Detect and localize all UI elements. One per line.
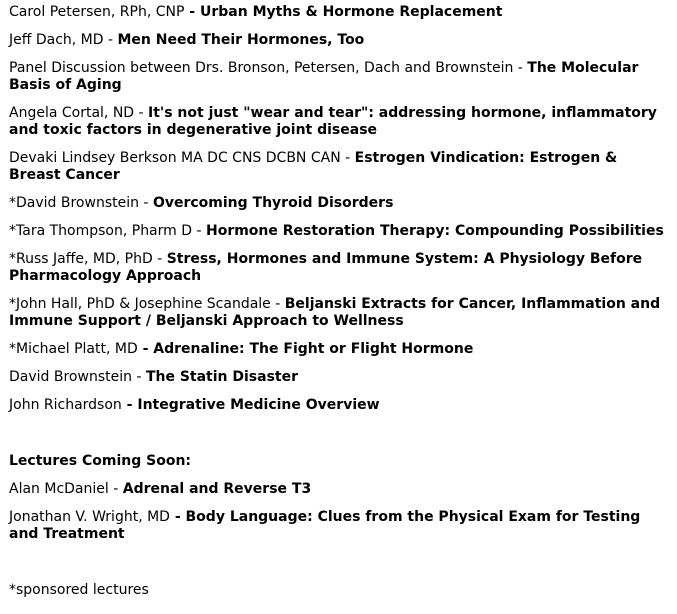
sponsored-footnote: *sponsored lectures [9, 582, 149, 598]
speaker: Angela Cortal, ND [9, 105, 135, 121]
lecture-title: Estrogen Vindication: Estrogen & Breast Cancer [9, 150, 618, 183]
separator: - [137, 341, 154, 357]
coming-soon-heading: Lectures Coming Soon: [9, 453, 192, 469]
speaker: *Russ Jaffe, MD, PhD [9, 251, 153, 267]
lecture-title: The Statin Disaster [145, 369, 299, 385]
speaker: Alan McDaniel [9, 481, 109, 497]
separator: - [184, 4, 200, 20]
lecture-title: Men Need Their Hormones, Too [117, 32, 365, 48]
lecture-title: Beljanski Extracts for Cancer, Inflammation and Immune Support / Beljanski Approach to Wellness [9, 296, 661, 329]
lecture-entry [9, 150, 668, 184]
lecture-entry [9, 195, 668, 212]
lecture-title: Adrenaline: The Fight or Flight Hormone [153, 341, 474, 357]
lecture-entry [9, 105, 668, 139]
separator: - [340, 150, 355, 166]
lecture-entry [9, 4, 668, 21]
separator: - [108, 481, 123, 497]
speaker: Carol Petersen, RPh, CNP [9, 4, 185, 20]
lecture-entry [9, 223, 668, 240]
separator: - [152, 251, 167, 267]
lecture-entry [9, 296, 668, 330]
lecture-entry [9, 251, 668, 285]
speaker: Jonathan V. Wright, MD [9, 509, 170, 525]
lecture-entry [9, 509, 668, 543]
lecture-title: Hormone Restoration Therapy: Compounding Possibilities [205, 223, 664, 239]
speaker: Jeff Dach, MD [9, 32, 104, 48]
speaker: Devaki Lindsey Berkson MA DC CNS DCBN CAN [9, 150, 341, 166]
speaker: *Michael Platt, MD [9, 341, 138, 357]
speaker: *John Hall, PhD & Josephine Scandale [9, 296, 271, 312]
lecture-title: Integrative Medicine Overview [137, 397, 380, 413]
separator: - [138, 195, 153, 211]
separator: - [513, 60, 528, 76]
separator: - [121, 397, 138, 413]
separator: - [270, 296, 285, 312]
separator: - [169, 509, 186, 525]
section-spacer [9, 554, 668, 582]
lecture-entry [9, 32, 668, 49]
separator: - [131, 369, 146, 385]
speaker: Panel Discussion between Drs. Bronson, Petersen, Dach and Brownstein [9, 60, 514, 76]
speaker: John Richardson [9, 397, 122, 413]
separator: - [192, 223, 206, 239]
lecture-entry [9, 369, 668, 386]
lecture-title: Overcoming Thyroid Disorders [152, 195, 394, 211]
lecture-title: The Molecular Basis of Aging [9, 60, 639, 93]
lecture-entry [9, 397, 668, 414]
lecture-title: Urban Myths & Hormone Replacement [200, 4, 503, 20]
lecture-entry [9, 341, 668, 358]
lecture-entry [9, 481, 668, 498]
speaker: *Tara Thompson, Pharm D [9, 223, 193, 239]
lecture-title: Stress, Hormones and Immune System: A Physiology Before Pharmacology Approach [9, 251, 643, 284]
lecture-title: Adrenal and Reverse T3 [122, 481, 312, 497]
speaker: David Brownstein [9, 369, 132, 385]
lecture-entry [9, 60, 668, 94]
separator: - [103, 32, 118, 48]
speaker: *David Brownstein [9, 195, 139, 211]
separator: - [134, 105, 149, 121]
lecture-title: It's not just "wear and tear": addressing hormone, inflammatory and toxic factors in degenerative joint disease [9, 105, 657, 138]
lecture-title: Body Language: Clues from the Physical Exam for Testing and Treatment [9, 509, 641, 542]
section-spacer [9, 425, 668, 453]
